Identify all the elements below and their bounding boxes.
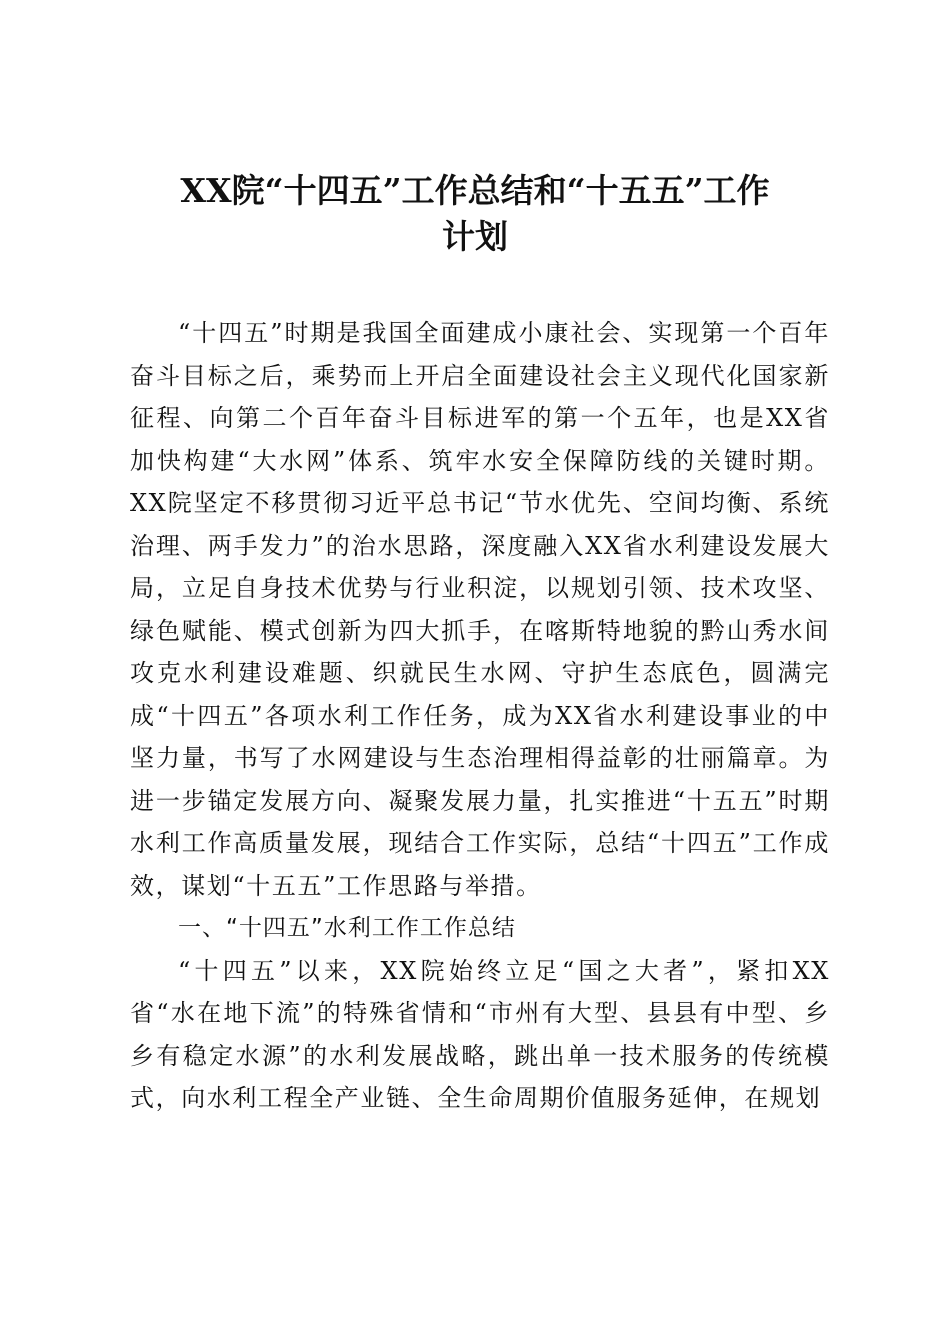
document-body: [130, 312, 830, 1120]
intro-paragraph: “十四五”时期是我国全面建成小康社会、实现第一个百年奋斗目标之后，乘势而上开启全面建设社会主义现代化国家新征程、向第二个百年奋斗目标进军的第一个五年，也是XX省加快构建“大水网”体系、筑牢水安全保障防线的关键时期。XX院坚定不移贯彻习近平总书记“节水优先、空间均衡、系统治理、两手发力”的治水思路，深度融入XX省水利建设发展大局，立足自身技术优势与行业积淀，以规划引领、技术攻坚、绿色赋能、模式创新为四大抓手，在喀斯特地貌的黔山秀水间攻克水利建设难题、织就民生水网、守护生态底色，圆满完成“十四五”各项水利工作任务，成为XX省水利建设事业的中坚力量，书写了水网建设与生态治理相得益彰的壮丽篇章。为进一步锚定发展方向、凝聚发展力量，扎实推进“十五五”时期水利工作高质量发展，现结合工作实际，总结“十四五”工作成效，谋划“十五五”工作思路与举措。: [130, 319, 830, 900]
title-line-1: XX院“十四五”工作总结和“十五五”工作: [180, 171, 770, 210]
title-line-2: 计划: [442, 217, 508, 256]
section-heading: 一、“十四五”水利工作工作总结: [178, 915, 516, 941]
section-paragraph: “十四五”以来，XX院始终立足“国之大者”，紧扣XX省“水在地下流”的特殊省情和“市州有大型、县县有中型、乡乡有稳定水源”的水利发展战略，跳出单一技术服务的传统模式，向水利工程全产业链、全生命周期价值服务延伸，在规划: [130, 956, 830, 1112]
document-title: [110, 168, 840, 260]
